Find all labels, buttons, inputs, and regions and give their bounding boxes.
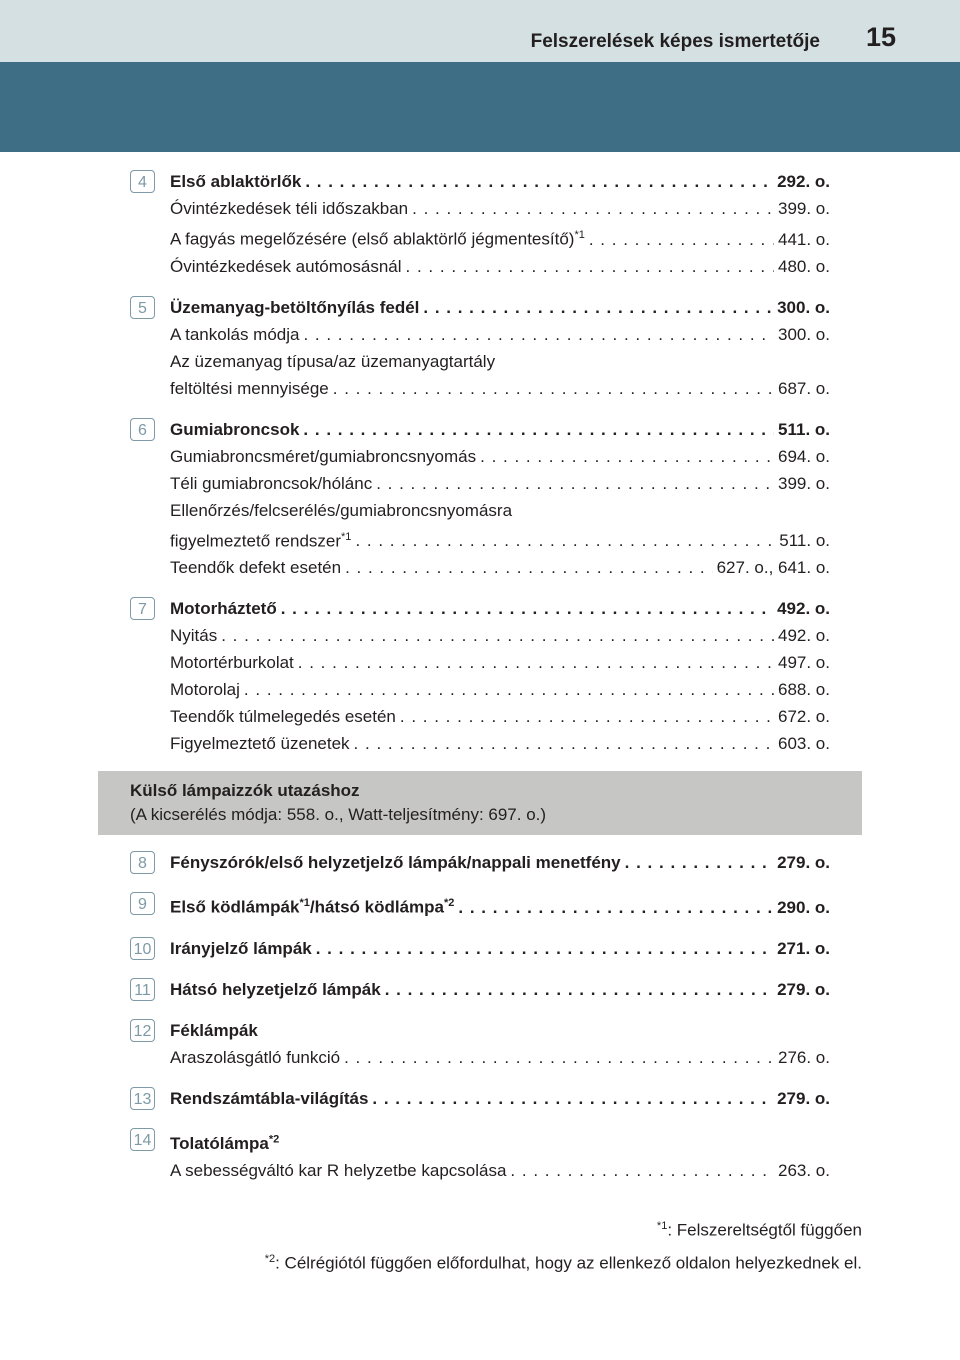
entry-heading: Fényszórók/első helyzetjelző lámpák/nappali menetfény . . . 279. o.: [170, 849, 830, 876]
header-bar: [0, 0, 960, 62]
page-ref: 399. o.: [778, 473, 830, 493]
section-title: Felszerelések képes ismertetője: [530, 31, 820, 52]
page-ref: 694. o.: [778, 446, 830, 466]
page-ref: 290. o.: [777, 897, 830, 917]
page-ref: 292. o.: [777, 172, 830, 191]
page-ref: 511. o.: [778, 419, 830, 439]
entry-subitem: Araszolásgátló funkció . . . 276. o.: [170, 1044, 830, 1071]
page-ref: 300. o.: [778, 324, 830, 344]
header-banner: [0, 62, 960, 152]
page-ref: 492. o.: [778, 626, 830, 646]
grey-box: [98, 771, 862, 835]
entry-13: [130, 1085, 830, 1112]
entry-subitem: Az üzemanyag típusa/az üzemanyagtartály: [170, 351, 496, 371]
entry-list: [130, 168, 830, 757]
footnote: $^{*1}$: Felszereltségtől függően: [656, 1220, 862, 1240]
entry-heading: Tolatólámpa$^{*2}$: [170, 1132, 280, 1153]
entry-11: [130, 976, 830, 1003]
entry-number: 11: [130, 978, 155, 1001]
entry-subitem: Gumiabroncsméret/gumiabroncsnyomás . . . 694. o.: [170, 443, 830, 470]
entry-subitem: feltöltési mennyisége . . . 687. o.: [170, 375, 830, 402]
entry-subitem: Nyitás . . . 492. o.: [170, 622, 830, 649]
entry-subitem: A fagyás megelőzésére (első ablaktörlő jégmentesítő)$^{*1}$ . . . 441. o.: [170, 222, 830, 253]
page-ref: 276. o.: [778, 1047, 830, 1067]
page-ref: 687. o.: [778, 378, 830, 398]
page-ref: 441. o.: [778, 229, 830, 249]
entry-subitem: A tankolás módja . . . 300. o.: [170, 321, 830, 348]
entry-heading: Első ablaktörlők . . . 292. o.: [170, 168, 830, 195]
entry-heading: Gumiabroncsok . . . 511. o.: [170, 416, 830, 443]
page-ref: 492. o.: [777, 599, 830, 619]
entry-6: [130, 416, 830, 582]
page-ref: 627. o., 641. o.: [716, 558, 830, 578]
entry-number: 14: [130, 1128, 155, 1151]
entry-subitem: Ellenőrzés/felcserélés/gumiabroncsnyomásra: [170, 500, 513, 520]
page-ref: 480. o.: [778, 256, 830, 276]
entry-8: [130, 849, 830, 876]
page-number: 15: [865, 22, 896, 52]
entry-heading: Üzemanyag-betöltőnyílás fedél . . . 300. o.: [170, 294, 830, 321]
footnote: $^{*2}$: Célrégiótól függően előfordulhat, hogy az ellenkező oldalon helyezkednek el.: [264, 1252, 862, 1273]
entry-number: 9: [130, 892, 155, 915]
entry-7: [130, 595, 830, 757]
page-ref: 279. o.: [777, 979, 830, 999]
entry-list: [130, 849, 830, 1183]
page-ref: 399. o.: [778, 199, 830, 218]
entry-10: [130, 935, 830, 962]
entry-subitem: Teendők túlmelegedés esetén . . . 672. o.: [170, 703, 830, 730]
entry-heading: Motorháztető . . . 492. o.: [170, 595, 830, 622]
entry-subitem: Motortérburkolat . . . 497. o.: [170, 649, 830, 676]
page-ref: 688. o.: [778, 680, 830, 700]
entry-subitem: A sebességváltó kar R helyzetbe kapcsolása . . . 263. o.: [170, 1157, 830, 1184]
page-ref: 603. o.: [778, 734, 830, 754]
entry-heading: Irányjelző lámpák . . . 271. o.: [170, 935, 830, 962]
page-ref: 263. o.: [778, 1160, 830, 1180]
entry-4: [130, 168, 830, 280]
entry-5: [130, 294, 830, 402]
entry-9: [130, 890, 830, 921]
entry-number: 5: [130, 296, 155, 319]
entry-number: 12: [130, 1019, 155, 1042]
page-ref: 497. o.: [778, 653, 830, 673]
entry-number: 8: [130, 851, 155, 874]
page-ref: 672. o.: [778, 707, 830, 727]
entry-heading: Féklámpák: [170, 1020, 258, 1040]
page-ref: 511. o.: [779, 531, 830, 551]
entry-12: [130, 1017, 830, 1071]
entry-subitem: Óvintézkedések autómosásnál . . . 480. o.: [170, 253, 830, 280]
page-ref: 279. o.: [777, 853, 830, 873]
entry-subitem: Téli gumiabroncsok/hólánc . . . 399. o.: [170, 470, 830, 497]
footnotes: [265, 1212, 862, 1277]
entry-subitem: Motorolaj . . . 688. o.: [170, 676, 830, 703]
grey-box-title: Külső lámpaizzók utazáshoz: [130, 781, 360, 801]
entry-heading: Rendszámtábla-világítás . . . 279. o.: [170, 1085, 830, 1112]
grey-box-subtitle: (A kicserélés módja: 558. o., Watt-teljesítmény: 697. o.): [130, 805, 547, 825]
entry-number: 6: [130, 418, 155, 441]
entry-heading: Első ködlámpák$^{*1}$/hátsó ködlámpa$^{*2}$ . . . 290. o.: [170, 890, 830, 921]
entry-number: 13: [130, 1087, 155, 1110]
entry-subitem: Óvintézkedések téli időszakban . . . 399. o.: [170, 195, 830, 222]
entry-subitem: Figyelmeztető üzenetek . . . 603. o.: [170, 730, 830, 757]
entry-subitem: Teendők defekt esetén . . . 627. o., 641. o.: [170, 554, 830, 581]
page-ref: 279. o.: [777, 1088, 830, 1108]
entry-number: 4: [130, 170, 155, 193]
entry-number: 7: [130, 597, 155, 620]
entry-heading: Hátsó helyzetjelző lámpák . . . 279. o.: [170, 976, 830, 1003]
content: [130, 168, 830, 1198]
page-ref: 300. o.: [777, 297, 830, 317]
entry-number: 10: [130, 937, 155, 960]
entry-subitem: figyelmeztető rendszer$^{*1}$ . . . 511. o.: [170, 524, 830, 555]
page-ref: 271. o.: [777, 938, 830, 958]
entry-14: [130, 1126, 830, 1184]
